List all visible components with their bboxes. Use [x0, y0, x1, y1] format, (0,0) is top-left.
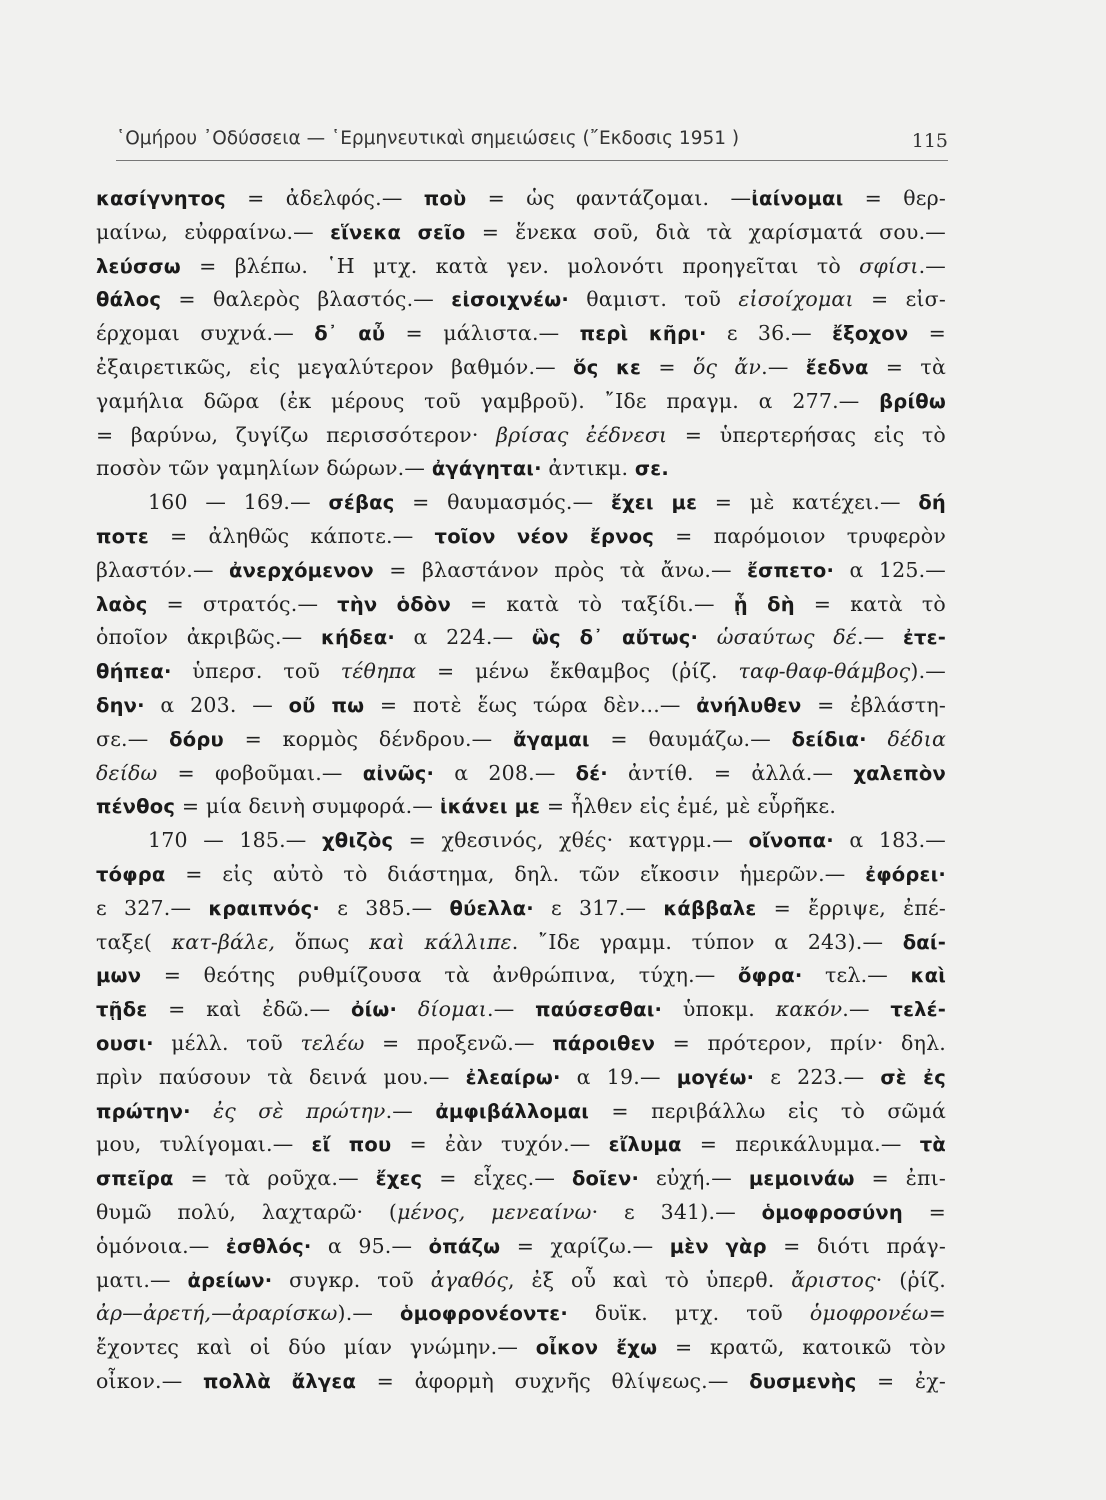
- lemma: οἶκον ἔχω: [535, 1336, 658, 1360]
- italic-citation: ἐς σὲ πρώτην: [213, 1098, 386, 1123]
- lemma: ἀρείων·: [187, 1268, 273, 1292]
- running-title: ῾Ομήρου ᾿Οδύσσεια — ῾Ερμηνευτικαὶ σημειώσεις (῎Εκδοσις 1951 ): [116, 128, 740, 149]
- gloss-text: = μάλιστα.—: [385, 321, 580, 346]
- lemma: σὲ ἐς: [880, 1065, 946, 1089]
- gloss-text: = θερ-: [843, 186, 946, 210]
- lemma: ἀνήλυθεν: [696, 693, 802, 717]
- gloss-text: = περιβάλλω εἰς τὸ σῶμά: [589, 1098, 946, 1123]
- text-line: [96, 959, 946, 993]
- gloss-text: = ἀφορμὴ συχνῆς θλίψεως.—: [356, 1368, 750, 1393]
- italic-citation: κακόν: [775, 997, 843, 1022]
- gloss-text: = θαυμάζω.—: [589, 726, 792, 751]
- text-line: [96, 351, 946, 385]
- gloss-text: .—: [842, 997, 891, 1022]
- text-line: [96, 1095, 946, 1129]
- gloss-text: = ποτὲ ἕως τώρα δὲν...—: [364, 692, 697, 717]
- gloss-text: μου, τυλίγομαι.—: [96, 1132, 312, 1157]
- lemma: λαὸς: [96, 592, 148, 616]
- lemma: ὁμοφροσύνη: [761, 1200, 903, 1224]
- italic-citation: ταφ-θαφ-θάμβος: [738, 659, 911, 684]
- italic-citation: ἀγαθός: [430, 1267, 509, 1292]
- italic-citation: ὁμοφρονέω: [809, 1301, 929, 1326]
- gloss-text: ὅπως: [275, 929, 370, 954]
- italic-citation: εἰσοίχομαι: [738, 287, 854, 312]
- lemma: κήδεα·: [320, 626, 395, 650]
- gloss-text: = παρόμοιον τρυφερὸν: [654, 523, 946, 548]
- lemma: πρώτην·: [96, 1099, 191, 1123]
- gloss-text: = τὰ ροῦχα.—: [173, 1166, 376, 1191]
- text-line: [96, 1264, 946, 1298]
- gloss-text: βλαστόν.—: [96, 557, 230, 582]
- gloss-text: = τὰ: [868, 354, 946, 379]
- gloss-text: ε 385.—: [320, 895, 450, 920]
- lemma: περὶ κῆρι·: [579, 322, 707, 346]
- italic-citation: δίομαι: [417, 997, 487, 1022]
- gloss-text: = φοβοῦμαι.—: [157, 760, 363, 785]
- gloss-text: σε.—: [96, 726, 170, 751]
- gloss-text: = μὲ κατέχει.—: [697, 490, 919, 515]
- lemma: θήπεα·: [96, 660, 172, 684]
- text-line: [96, 182, 946, 216]
- gloss-text: ὁποῖον ἀκριβῶς.—: [96, 625, 321, 650]
- gloss-text: ταξε(: [96, 929, 172, 954]
- gloss-text: μέλλ. τοῦ: [153, 1030, 301, 1055]
- page-number: 115: [911, 130, 948, 152]
- text-line: [96, 250, 946, 284]
- text-line: [96, 1061, 946, 1095]
- lemma: δή: [918, 491, 946, 515]
- lemma: σε.: [634, 457, 669, 481]
- lemma: εἴλυμα: [608, 1133, 682, 1157]
- gloss-text: συγκρ. τοῦ: [272, 1267, 431, 1292]
- gloss-text: ἐξαιρετικῶς, εἰς μεγαλύτερον βαθμόν.—: [96, 354, 574, 379]
- gloss-text: = ὑπερτερήσας εἰς τὸ: [667, 422, 946, 447]
- gloss-text: = ἐβλάστη-: [801, 692, 946, 717]
- gloss-text: = θαυμασμός.—: [394, 490, 611, 515]
- lemma: μογέω·: [676, 1065, 755, 1089]
- gloss-text: ἀντικμ.: [541, 456, 635, 481]
- gloss-text: = καὶ ἐδῶ.—: [147, 997, 351, 1022]
- gloss-text: = βλέπω. ῾Η μτχ. κατὰ γεν. μολονότι προηγεῖται τὸ: [180, 253, 860, 278]
- italic-citation: κατ-βάλε,: [171, 929, 276, 954]
- gloss-text: ).—: [337, 1301, 401, 1326]
- lemma: δαί-: [902, 930, 946, 954]
- lemma: τόφρα: [96, 862, 166, 886]
- gloss-text: ὑπερσ. τοῦ: [171, 659, 341, 684]
- text-line: [96, 216, 946, 250]
- italic-citation: δείδω: [96, 760, 158, 785]
- lemma: σέβας: [328, 491, 395, 515]
- lemma: τοῖον νέον ἔρνος: [434, 524, 655, 548]
- lemma: ποτε: [96, 524, 149, 548]
- lemma: εἰσοιχνέω·: [451, 288, 569, 312]
- gloss-text: = ἀληθῶς κάποτε.—: [148, 523, 435, 548]
- lemma: κασίγνητος: [96, 187, 226, 210]
- lemma: δείδια·: [791, 727, 867, 751]
- lemma: πένθος: [96, 795, 176, 819]
- italic-citation: μένος, μενεαίνω: [397, 1199, 592, 1224]
- italic-citation: δέδια: [887, 726, 946, 751]
- gloss-text: = ἦλθεν εἰς ἐμέ, μὲ εὗρῆκε.: [540, 794, 837, 819]
- lemma: δόρυ: [169, 727, 224, 751]
- lemma: ὁμοφρονέοντε·: [400, 1302, 568, 1326]
- lemma: καὶ: [910, 964, 946, 988]
- lemma: ἔχει με: [610, 491, 698, 515]
- gloss-text: γαμήλια δῶρα (ἐκ μέρους τοῦ γαμβροῦ). ῎Ιδε πραγμ. α 277.—: [96, 388, 880, 413]
- gloss-text: · ε 341).—: [591, 1199, 762, 1224]
- gloss-text: = στρατός.—: [147, 591, 338, 616]
- gloss-text: = ὡς φαντάζομαι. —: [466, 186, 752, 210]
- gloss-text: ποσὸν τῶν γαμηλίων δώρων.—: [96, 456, 432, 481]
- gloss-text: α 208.—: [434, 760, 576, 785]
- lemma: ἐτε-: [902, 626, 946, 650]
- text-line: [96, 655, 946, 689]
- italic-citation: ἀρ—ἀρετή,—ἀραρίσκω: [96, 1301, 338, 1326]
- lemma: σπεῖρα: [96, 1167, 174, 1191]
- gloss-text: ε 327.—: [96, 895, 209, 920]
- lemma: ἀνερχόμενον: [229, 558, 374, 582]
- text-line: [96, 892, 946, 926]
- lemma: δυσμενὴς: [749, 1369, 857, 1393]
- header-rule: [116, 160, 948, 161]
- gloss-text: έρχομαι συχνά.—: [96, 321, 315, 346]
- lemma: τὰ: [919, 1133, 946, 1157]
- gloss-text: τελ.—: [802, 963, 911, 988]
- gloss-text: , ἐξ οὗ καὶ τὸ ὑπερθ.: [508, 1267, 792, 1292]
- text-line: [96, 1196, 946, 1230]
- gloss-text: = εἰς αὐτὸ τὸ διάστημα, δηλ. τῶν εἴκοσιν ἡμερῶν.—: [165, 861, 866, 886]
- lemma: εἴ που: [311, 1133, 392, 1157]
- lemma: δοῖεν·: [571, 1167, 640, 1191]
- text-line: [96, 1331, 946, 1365]
- gloss-text: .—: [761, 354, 806, 379]
- gloss-text: α 95.—: [311, 1233, 429, 1258]
- lemma: αἰνῶς·: [362, 761, 435, 785]
- gloss-text: = εἰσ-: [853, 287, 946, 312]
- gloss-text: .—: [385, 1098, 436, 1123]
- gloss-text: = κορμὸς δένδρου.—: [223, 726, 514, 751]
- lemma: μὲν γὰρ: [669, 1234, 767, 1258]
- lemma: οἴνοπα·: [748, 829, 834, 853]
- lemma: ἰαίνομαι: [751, 187, 844, 210]
- gloss-text: = βλαστάνον πρὸς τὰ ἄνω.—: [373, 557, 748, 582]
- gloss-text: 160 — 169.—: [148, 490, 329, 515]
- gloss-text: = κατὰ τὸ: [794, 591, 946, 616]
- lemma: ᾗ δὴ: [733, 592, 795, 616]
- gloss-text: ἔχοντες καὶ οἱ δύο μίαν γνώμην.—: [96, 1335, 536, 1360]
- gloss-text: .—: [918, 253, 946, 278]
- lemma: ἀμφιβάλλομαι: [435, 1099, 590, 1123]
- lemma: θύελλα·: [449, 896, 534, 920]
- text-line: [96, 283, 946, 317]
- text-line: [96, 1297, 946, 1331]
- text-line: [96, 757, 946, 791]
- gloss-text: = βαρύνω, ζυγίζω περισσότερον·: [96, 422, 497, 447]
- gloss-text: [867, 727, 888, 751]
- text-line: [96, 993, 946, 1027]
- gloss-text: [397, 997, 418, 1021]
- gloss-text: = ἀδελφός.—: [225, 186, 424, 210]
- gloss-text: ε 223.—: [754, 1064, 881, 1089]
- lemma: ὣς δ᾿ αὔτως·: [531, 626, 699, 650]
- gloss-text: = θεότης ρυθμίζουσα τὰ ἀνθρώπινα, τύχη.—: [141, 963, 739, 988]
- text-line: [96, 790, 946, 824]
- lemma: ἐφόρει·: [865, 862, 946, 886]
- gloss-text: = χθεσινός, χθές· κατγρμ.—: [393, 828, 749, 853]
- gloss-text: ).—: [910, 659, 946, 684]
- gloss-text: α 19.—: [560, 1064, 677, 1089]
- lemma: μων: [96, 964, 142, 988]
- gloss-text: = περικάλυμμα.—: [681, 1132, 920, 1157]
- text-line: [96, 554, 946, 588]
- gloss-text: = εἶχες.—: [422, 1166, 572, 1191]
- lemma: κάββαλε: [663, 896, 757, 920]
- italic-citation: ὅς ἄν: [692, 354, 762, 379]
- gloss-text: ὑποκμ.: [662, 997, 776, 1022]
- gloss-text: = θαλερὸς βλαστός.—: [161, 287, 452, 312]
- italic-citation: ὡσαύτως δέ: [716, 625, 857, 650]
- gloss-text: = διότι πράγ-: [766, 1233, 946, 1258]
- text-line: [96, 1027, 946, 1061]
- italic-citation: ἄριστος: [791, 1267, 876, 1292]
- gloss-text: =: [641, 354, 693, 379]
- lemma: ἔχες: [375, 1167, 423, 1191]
- gloss-text: = μία δεινὴ συμφορά.—: [175, 794, 440, 819]
- gloss-text: [191, 1099, 213, 1123]
- italic-citation: τέθηπα: [340, 659, 417, 684]
- gloss-text: =: [902, 1199, 946, 1224]
- gloss-text: .—: [487, 997, 536, 1022]
- lemma: θάλος: [96, 288, 162, 312]
- lemma: ἐλεαίρω·: [465, 1065, 561, 1089]
- gloss-text: = χαρίζω.—: [500, 1233, 670, 1258]
- text-line: [96, 317, 946, 351]
- gloss-text: = ἐπι-: [854, 1166, 946, 1191]
- gloss-text: εὐχή.—: [639, 1166, 749, 1191]
- text-line: [96, 1365, 946, 1399]
- lemma: τὴν ὁδὸν: [337, 592, 451, 616]
- gloss-text: ἀντίθ. = ἀλλά.—: [607, 760, 854, 785]
- gloss-text: α 125.—: [834, 557, 946, 582]
- gloss-text: = κρατῶ, κατοικῶ τὸν: [657, 1335, 946, 1360]
- lemma: ὅς κε: [573, 355, 642, 379]
- text-line: [96, 520, 946, 554]
- text-line: [96, 1230, 946, 1264]
- text-line: [96, 385, 946, 419]
- lemma: ὀπάζω: [428, 1234, 501, 1258]
- italic-citation: καὶ κάλλιπε: [369, 929, 512, 954]
- gloss-text: .—: [856, 625, 903, 650]
- gloss-text: δυϊκ. μτχ. τοῦ: [567, 1301, 810, 1326]
- lemma: πολλὰ ἄλγεα: [203, 1369, 357, 1393]
- gloss-text: α 203. —: [144, 692, 289, 717]
- gloss-text: οἶκον.—: [96, 1368, 204, 1393]
- text-line: [96, 486, 946, 520]
- lemma: ἱκάνει με: [439, 795, 541, 819]
- gloss-text: . ῎Ιδε γραμμ. τύπον α 243).—: [511, 929, 903, 954]
- lemma: ουσι·: [96, 1031, 154, 1055]
- lemma: λεύσσω: [96, 254, 181, 278]
- lemma: δέ·: [575, 761, 608, 785]
- text-line: [96, 723, 946, 757]
- text-line: [96, 452, 946, 486]
- italic-citation: σφίσι: [859, 253, 919, 278]
- text-line: [96, 824, 946, 858]
- lemma: βρίθω: [879, 389, 946, 413]
- gloss-text: = ἔρριψε, ἐπέ-: [756, 895, 946, 920]
- gloss-text: ὁμόνοια.—: [96, 1233, 226, 1258]
- gloss-text: = προξενῶ.—: [364, 1030, 553, 1055]
- lemma: μεμοινάω: [748, 1167, 855, 1191]
- lemma: ἐσθλός·: [225, 1234, 312, 1258]
- lemma: ἔεδνα: [805, 355, 869, 379]
- lemma: εἵνεκα σεῖο: [330, 220, 466, 244]
- text-line: [96, 1128, 946, 1162]
- gloss-text: [698, 625, 717, 649]
- commentary-text: [96, 182, 946, 1399]
- text-line: [96, 588, 946, 622]
- lemma: παύσεσθαι·: [535, 998, 663, 1022]
- gloss-text: =: [908, 321, 946, 346]
- lemma: ἄγαμαι: [513, 727, 590, 751]
- gloss-text: = ἐχ-: [856, 1368, 946, 1393]
- lemma: ὄφρα·: [738, 964, 803, 988]
- lemma: κραιπνός·: [208, 896, 321, 920]
- gloss-text: = ἐὰν τυχόν.—: [391, 1132, 609, 1157]
- gloss-text: πρὶν παύσουν τὰ δεινά μου.—: [96, 1064, 466, 1089]
- gloss-text: = μένω ἔκθαμβος (ῥίζ.: [416, 659, 739, 684]
- gloss-text: = κατὰ τὸ ταξίδι.—: [450, 591, 734, 616]
- text-line: [96, 926, 946, 960]
- italic-citation: τελέω: [300, 1030, 365, 1055]
- lemma: δ᾿ αὖ: [314, 322, 386, 346]
- lemma: ἔξοχον: [832, 322, 909, 346]
- gloss-text: α 224.—: [394, 625, 532, 650]
- text-line: [96, 689, 946, 723]
- lemma: πάροιθεν: [552, 1031, 656, 1055]
- gloss-text: = πρότερον, πρίν· δηλ.: [655, 1030, 946, 1055]
- text-line: [96, 419, 946, 453]
- gloss-text: ε 36.—: [706, 321, 833, 346]
- italic-citation: βρίσας ἐέδνεσι: [496, 422, 668, 447]
- gloss-text: =: [928, 1301, 946, 1326]
- gloss-text: ε 317.—: [533, 895, 664, 920]
- lemma: τῇδε: [96, 998, 148, 1022]
- gloss-text: θαμιστ. τοῦ: [568, 287, 739, 312]
- text-line: [96, 858, 946, 892]
- lemma: τελέ-: [890, 998, 946, 1022]
- lemma: ἀγάγηται·: [431, 457, 542, 481]
- text-line: [96, 1162, 946, 1196]
- lemma: ποὺ: [423, 187, 467, 210]
- lemma: οὔ πω: [288, 693, 365, 717]
- gloss-text: · (ῥίζ.: [875, 1267, 946, 1292]
- gloss-text: 170 — 185.—: [148, 828, 322, 853]
- gloss-text: α 183.—: [833, 828, 946, 853]
- gloss-text: ματι.—: [96, 1267, 188, 1292]
- lemma: δην·: [96, 693, 145, 717]
- gloss-text: θυμῶ πολύ, λαχταρῶ· (: [96, 1199, 398, 1224]
- gloss-text: μαίνω, εὐφραίνω.—: [96, 219, 331, 244]
- text-line: [96, 621, 946, 655]
- lemma: χθιζὸς: [321, 829, 394, 853]
- lemma: ἔσπετο·: [747, 558, 835, 582]
- lemma: ὀίω·: [350, 998, 398, 1022]
- lemma: χαλεπὸν: [853, 761, 946, 785]
- gloss-text: = ἕνεκα σοῦ, διὰ τὰ χαρίσματά σου.—: [465, 219, 946, 244]
